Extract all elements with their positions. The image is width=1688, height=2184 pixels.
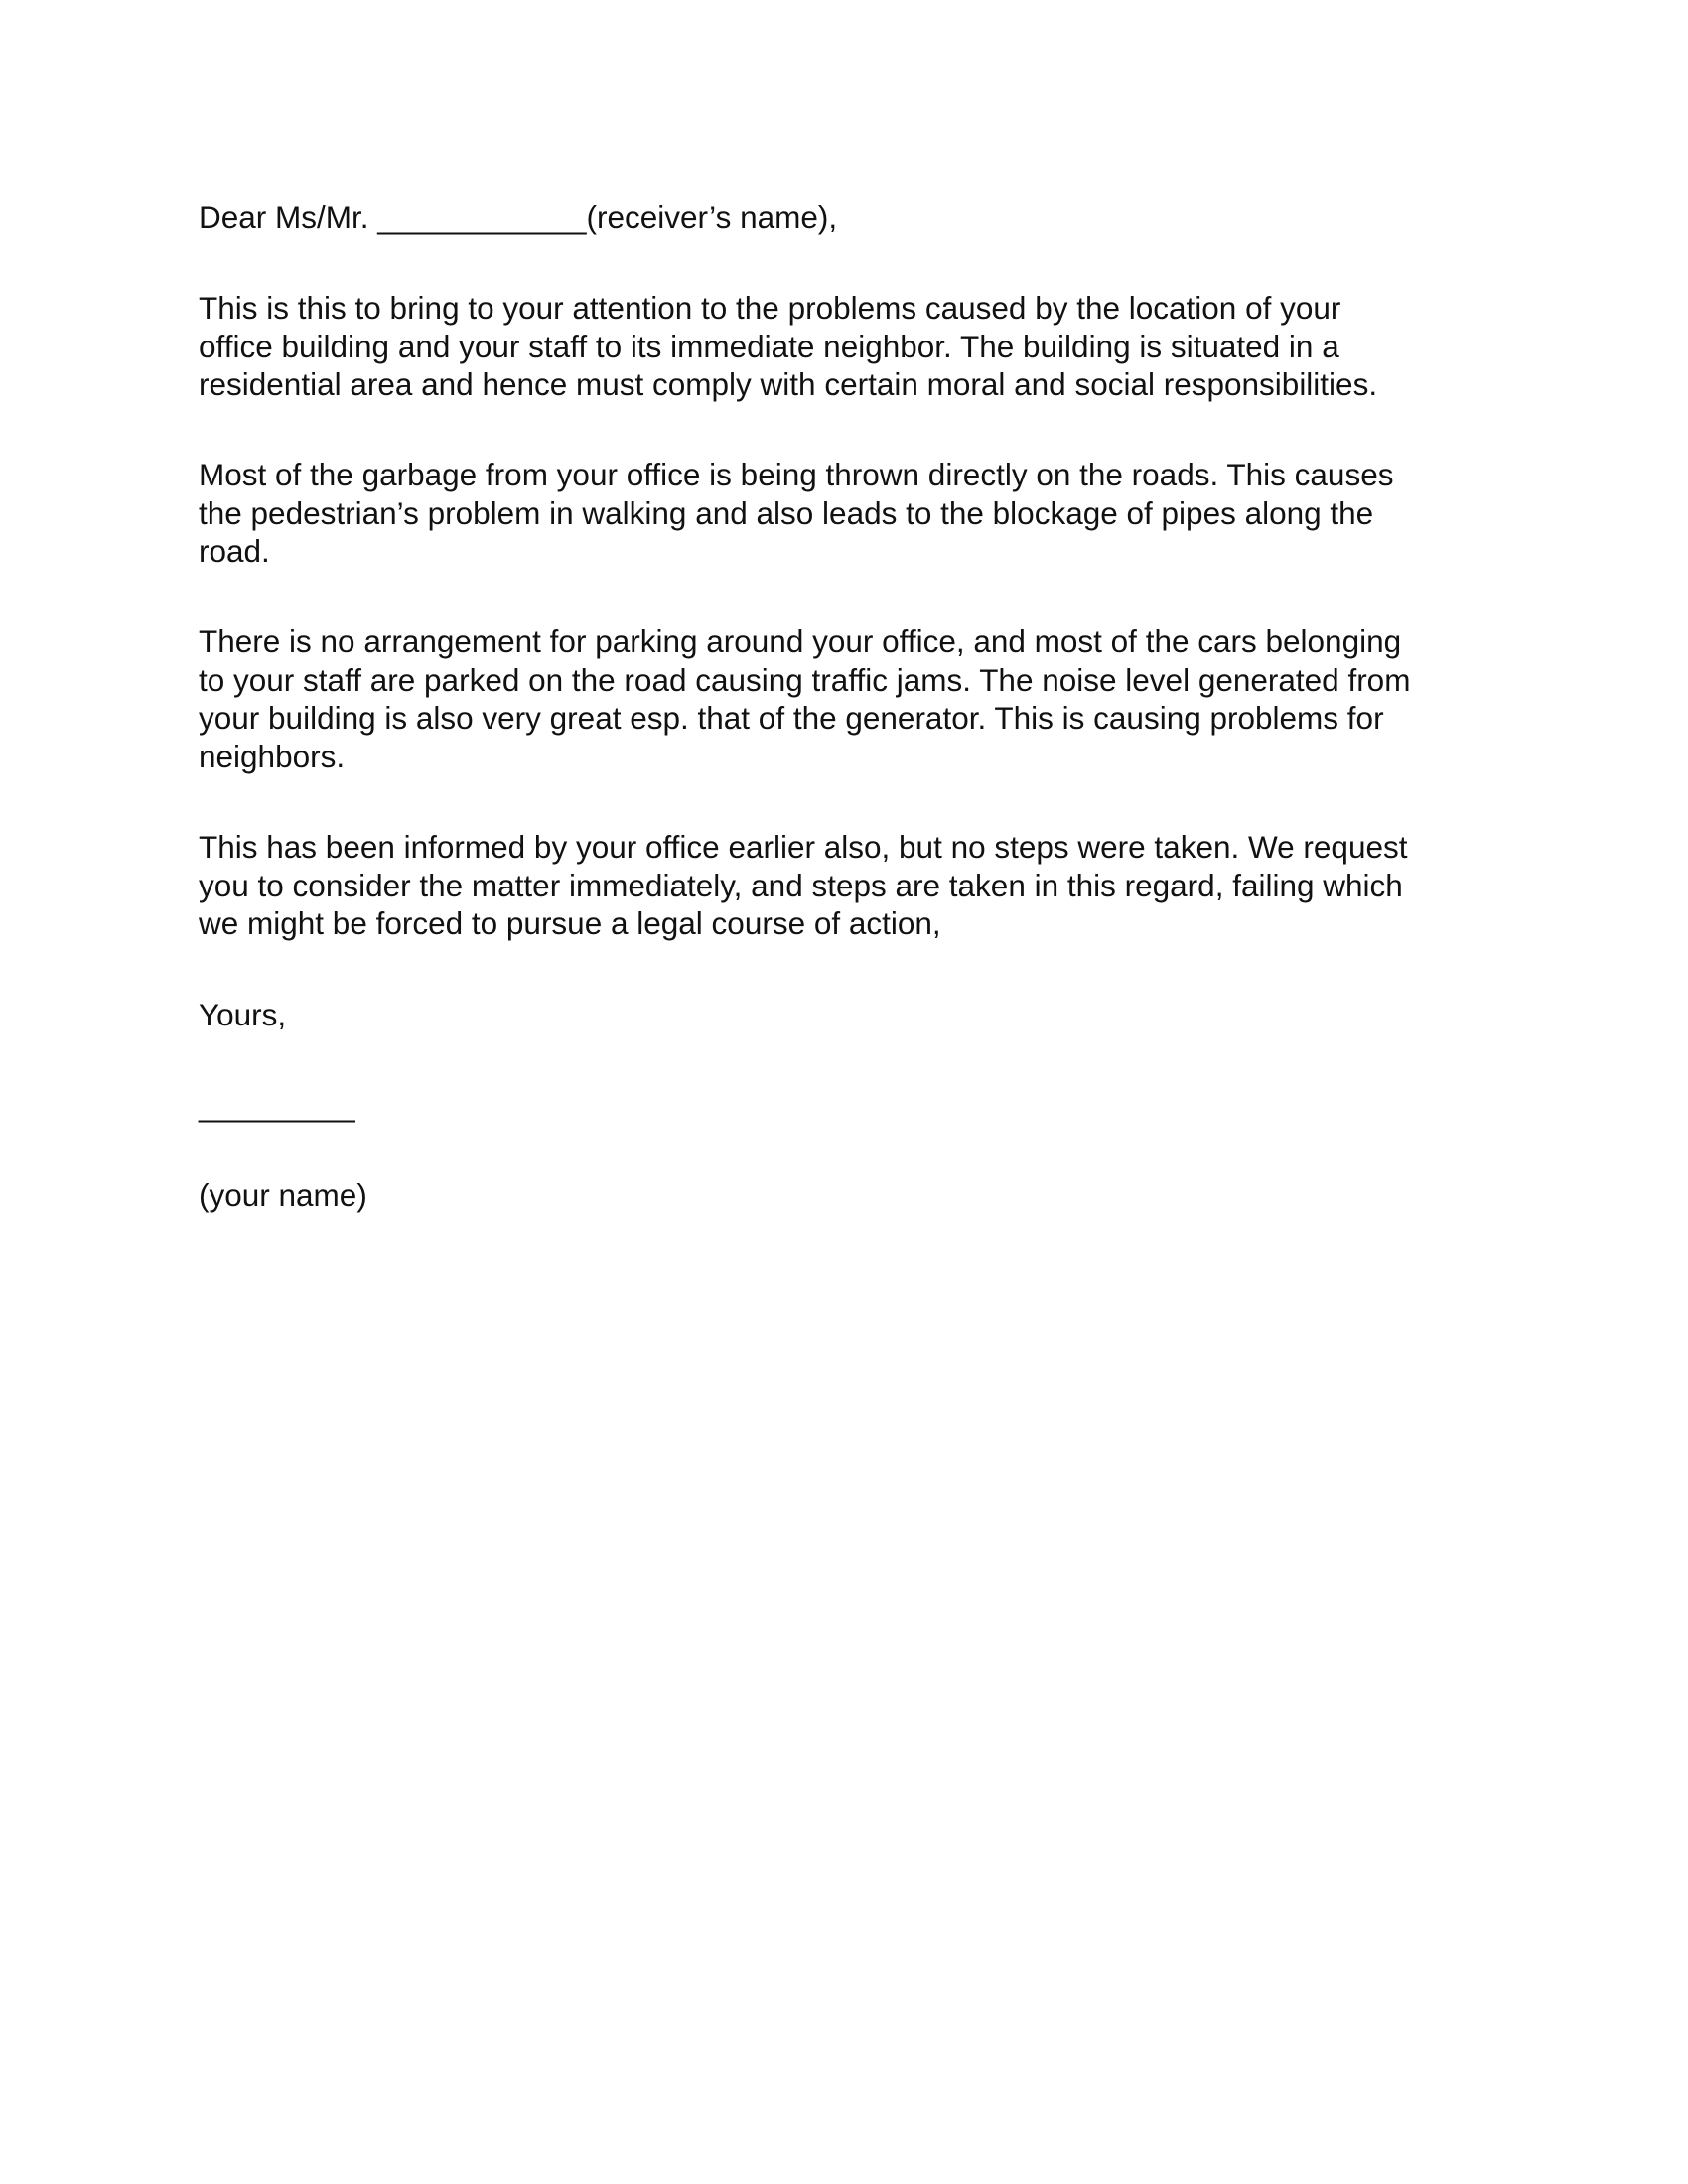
salutation: [199, 199, 1529, 237]
paragraph-3: [199, 622, 1529, 775]
paragraph-line: There is no arrangement for parking around your office, and most of the cars belonging: [199, 623, 1402, 659]
closing-text: Yours,: [199, 997, 287, 1032]
paragraph-line: we might be forced to pursue a legal course of action,: [199, 905, 941, 941]
closing: [199, 996, 1529, 1034]
signature-line: [199, 1086, 1529, 1125]
paragraph-2: [199, 456, 1529, 571]
signature-name-text: (your name): [199, 1177, 367, 1213]
paragraph-line: Most of the garbage from your office is being thrown directly on the roads. This causes: [199, 457, 1394, 492]
paragraph-line: neighbors.: [199, 738, 346, 774]
paragraph-line: office building and your staff to its immediate neighbor. The building is situated in a: [199, 328, 1339, 364]
signature-blank: _________: [199, 1087, 355, 1123]
paragraph-line: road.: [199, 533, 270, 569]
paragraph-line: residential area and hence must comply with certain moral and social responsibilities.: [199, 366, 1378, 402]
paragraph-line: This has been informed by your office earlier also, but no steps were taken. We request: [199, 829, 1408, 865]
paragraph-line: the pedestrian’s problem in walking and also leads to the blockage of pipes along the: [199, 494, 1374, 531]
paragraph-line: This is this to bring to your attention to the problems caused by the location of your: [199, 290, 1341, 326]
signature-name: [199, 1176, 1529, 1215]
paragraph-4: [199, 828, 1529, 943]
paragraph-1: [199, 289, 1529, 404]
paragraph-line: you to consider the matter immediately, and steps are taken in this regard, failing which: [199, 867, 1403, 903]
salutation-line: Dear Ms/Mr. ____________(receiver’s name),: [199, 200, 838, 235]
paragraph-line: your building is also very great esp. that of the generator. This is causing problems for: [199, 700, 1384, 736]
paragraph-line: to your staff are parked on the road causing traffic jams. The noise level generated from: [199, 661, 1411, 698]
